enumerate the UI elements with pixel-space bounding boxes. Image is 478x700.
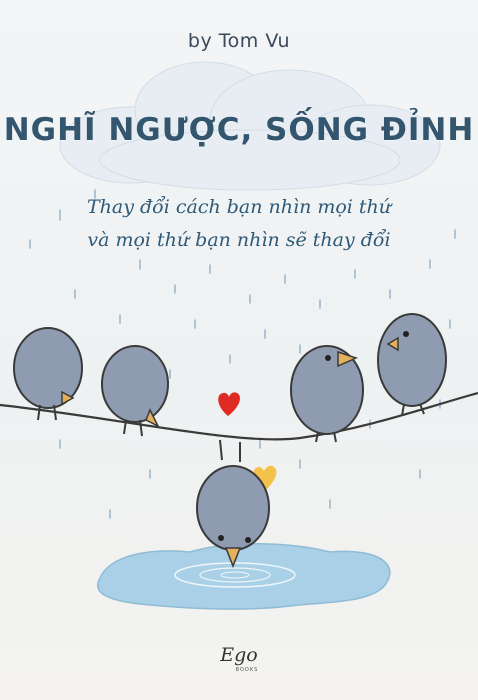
subtitle-line-1: Thay đổi cách bạn nhìn mọi thứ [86,196,392,218]
bird-4 [378,314,446,416]
publisher-logo-sub: BOOKS [235,667,259,673]
book-title: NGHĨ NGƯỢC, SỐNG ĐỈNH [3,112,475,148]
subtitle-line-2: và mọi thứ bạn nhìn sẽ thay đổi [87,229,391,251]
bird-2 [102,346,168,436]
bird-1 [14,328,82,420]
author-name: by Tom Vu [187,30,291,52]
puddle [98,544,390,609]
heart-icon [218,392,240,416]
publisher-logo: Ego [220,644,258,666]
